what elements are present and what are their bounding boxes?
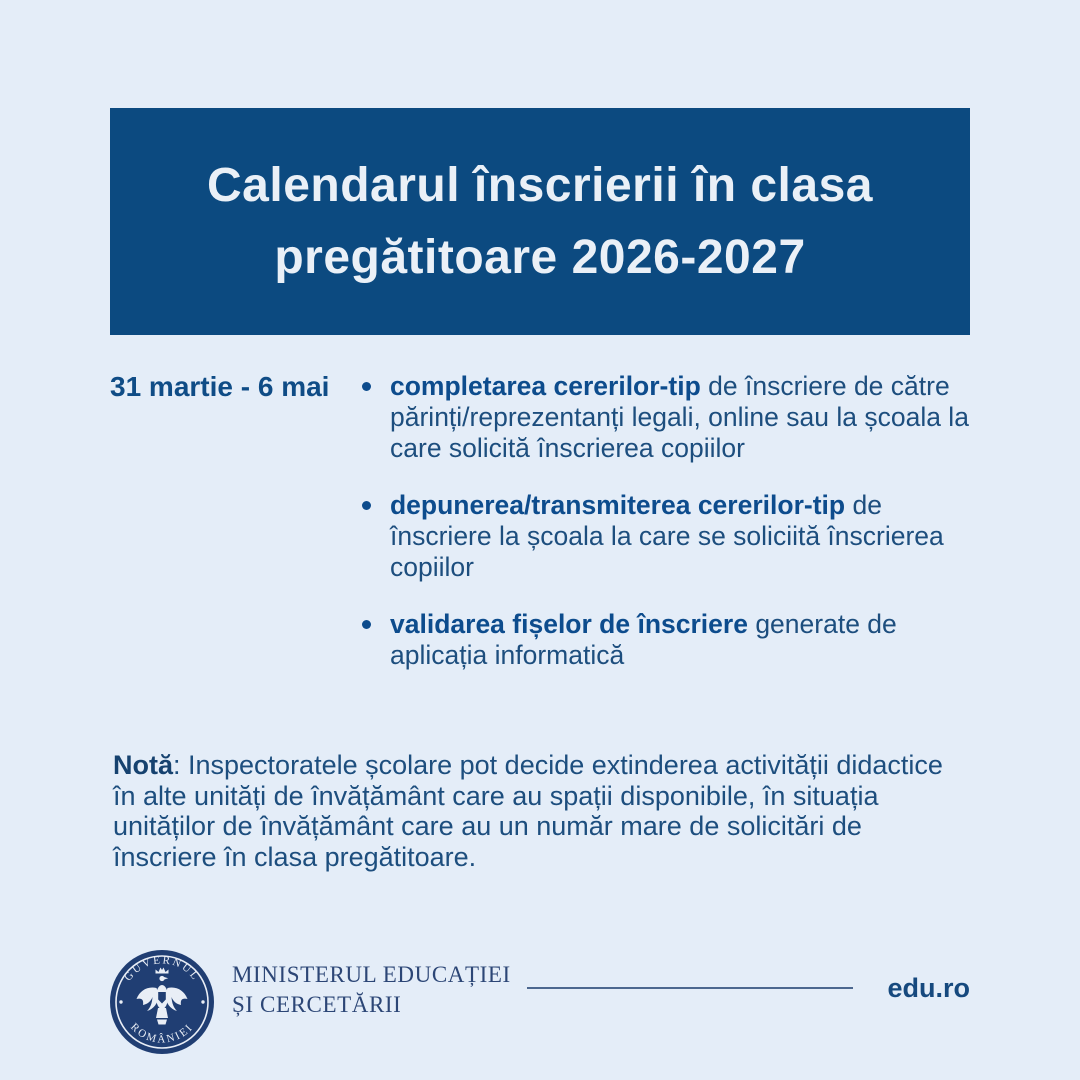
page-title-line1: Calendarul înscrierii în clasa	[207, 158, 873, 212]
list-item-rest: de înscriere la școala la care se soliciită înscrierea copiilor	[390, 490, 944, 582]
date-range-label: 31 martie - 6 mai	[110, 371, 330, 402]
header-banner	[110, 108, 970, 335]
schedule-section	[110, 371, 970, 671]
note-text: : Inspectoratele școlare pot decide extinderea activității didactice în alte unități de învățământ care au spații disponibile, în situația unităților de învățământ care au un număr mare de solicitări de înscriere în clasa pregătitoare.	[113, 750, 943, 872]
list-item-text	[390, 371, 970, 464]
seal-bottom-text: ROMÂNIEI	[127, 1021, 196, 1046]
bullet-icon	[362, 501, 371, 510]
bullet-icon	[362, 620, 371, 629]
seal-top-text: GUVERNUL	[122, 954, 203, 984]
list-item-text	[390, 490, 970, 583]
list-item-bold: depunerea/transmiterea cererilor-tip	[390, 490, 846, 520]
note-label: Notă	[113, 750, 173, 780]
list-item-bold: completarea cererilor-tip	[390, 371, 701, 401]
ministry-name-line1: MINISTERUL EDUCAȚIEI	[232, 962, 511, 987]
list-item-text	[390, 609, 970, 671]
list-item	[362, 490, 970, 583]
footer	[110, 948, 970, 1056]
footer-divider	[527, 987, 854, 989]
note-paragraph	[113, 750, 969, 872]
website-label: edu.ro	[887, 972, 970, 1003]
list-item-rest: de înscriere de către părinți/reprezentanți legali, online sau la școala la care solicită înscrierea copiilor	[390, 371, 969, 463]
list-item	[362, 371, 970, 464]
activity-list	[362, 371, 970, 671]
bullet-icon	[362, 382, 371, 391]
list-item	[362, 609, 970, 671]
ministry-name	[232, 960, 511, 1020]
government-seal-icon	[110, 950, 214, 1054]
list-item-rest: generate de aplicația informatică	[390, 609, 897, 670]
page-title-line2: pregătitoare 2026-2027	[274, 230, 806, 284]
ministry-name-line2: ȘI CERCETĂRII	[232, 992, 402, 1017]
list-item-bold: validarea fișelor de înscriere	[390, 609, 748, 639]
